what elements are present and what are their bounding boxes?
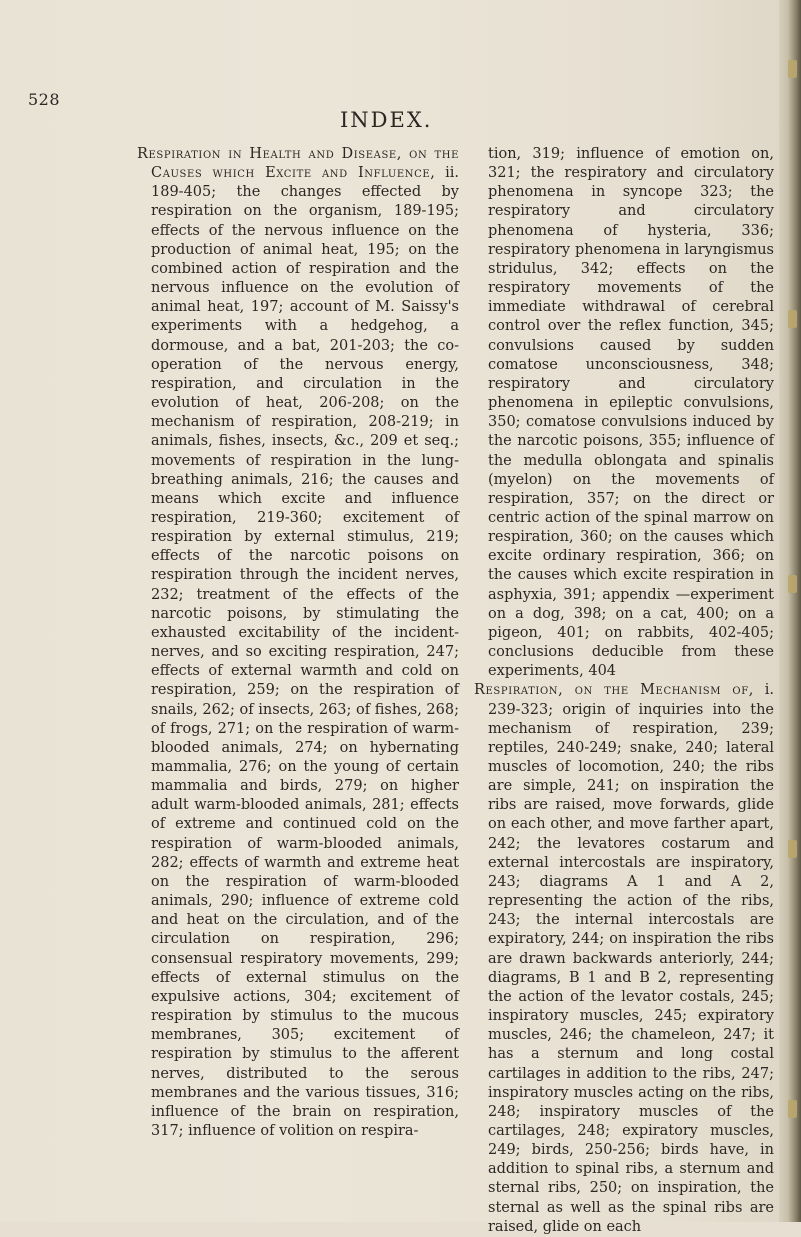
entry-body: i. 239-323; origin of inquiries into the mechanism of respiration, 239; reptiles, 240-249; snake, 240; lateral muscles of locomotion, 240; the ribs are simple, 241; on inspiration the ribs are raised, move forwards, glide on each other, and move farther apart, 242; the levatores costarum and external intercostals are inspiratory, 243; diagrams A 1 and A 2, representing the action of the ribs, 243; the internal intercostals are expiratory, 244; on inspiration the ribs are drawn backwards anteriorly, 244; diagrams, B 1 and B 2, representing the action of the levator costals, 245; inspiratory muscles, 245; expiratory muscles, 246; the chameleon, 247; it has a sternum and long costal cartilages in addition to the ribs, 247; inspiratory muscles acting on the ribs, 248; inspiratory muscles of the cartilages, 248; expiratory muscles, 249; birds, 250-256; birds have, in addition to spinal ribs, a sternum and sternal ribs, 250; on inspiration, the sternal as well as the spinal ribs are raised, glide on each [488,682,774,1235]
entry-heading: Respiration in Health and Disease, on the Causes which Excite and Influence, [137,146,459,182]
index-column-left [137,145,459,1141]
index-entry-continued: tion, 319; influence of emotion on, 321; the respiratory and circulatory phenomena in syncope 323; the respiratory and circulatory phenomena of hysteria, 336; respiratory phenomena in laryngismus stridulus, 342; effects on the respiratory movements of the immediate withdrawal of cerebral control over the reflex function, 345; convulsions caused by sudden comatose unconsciousness, 348; respiratory and circulatory phenomena in epileptic convulsions, 350; comatose convulsions induced by the narcotic poisons, 355; influence of the medulla oblongata and spinalis (myelon) on the movements of respiration, 357; on the direct or centric action of the spinal marrow on respiration, 360; on the causes which excite ordinary respiration, 366; on the causes which excite respiration in asphyxia, 391; appendix —experiment on a dog, 398; on a cat, 400; on a pigeon, 401; on rabbits, 402-405; conclusions deducible from these experiments, 404 [488,146,774,680]
page-number: 528 [28,90,61,109]
edge-stain [788,60,797,78]
index-entry [474,681,774,1237]
edge-stain [788,575,797,593]
edge-stain [788,840,797,858]
index-column-right [474,145,774,1237]
edge-stain [788,1100,797,1118]
running-head: INDEX. [340,108,433,132]
edge-stain [788,310,797,328]
entry-heading: Respiration, on the Mechanism of, [474,682,754,699]
page-edge-shadow [779,0,801,1222]
entry-body: ii. 189-405; the changes effected by respiration on the organism, 189-195; effects of the nervous influence on the production of animal heat, 195; on the combined action of respiration and the nervous influence on the evolution of animal heat, 197; account of M. Saissy's experiments with a hedgehog, a dormouse, and a bat, 201-203; the co-operation of the nervous energy, respiration, and circulation in the evolution of heat, 206-208; on the mechanism of respiration, 208-219; in animals, fishes, insects, &c., 209 et seq.; movements of respiration in the lung-breathing animals, 216; the causes and means which excite and influence respiration, 219-360; excitement of respiration by external stimulus, 219; effects of the narcotic poisons on respiration through the incident nerves, 232; treatment of the effects of the narcotic poisons, by stimulating the exhausted excitability of the incident-nerves, and so exciting respiration, 247; effects of external warmth and cold on respiration, 259; on the respiration of snails, 262; of insects, 263; of fishes, 268; of frogs, 271; on the respiration of warm-blooded animals, 274; on hybernating mammalia, 276; on the young of certain mammalia and birds, 279; on higher adult warm-blooded animals, 281; effects of extreme and continued cold on the respiration of warm-blooded animals, 282; effects of warmth and extreme heat on the respiration of warm-blooded animals, 290; influence of extreme cold and heat on the circulation, and of the circulation on respiration, 296; consensual respiratory movements, 299; effects of external stimulus on the expulsive actions, 304; excitement of respiration by stimulus to the mucous membranes, 305; excitement of respiration by stimulus to the afferent nerves, distributed to the serous membranes and the various tissues, 316; influence of the brain on respiration, 317; influence of volition on respira- [151,165,459,1139]
index-entry [137,145,459,1141]
